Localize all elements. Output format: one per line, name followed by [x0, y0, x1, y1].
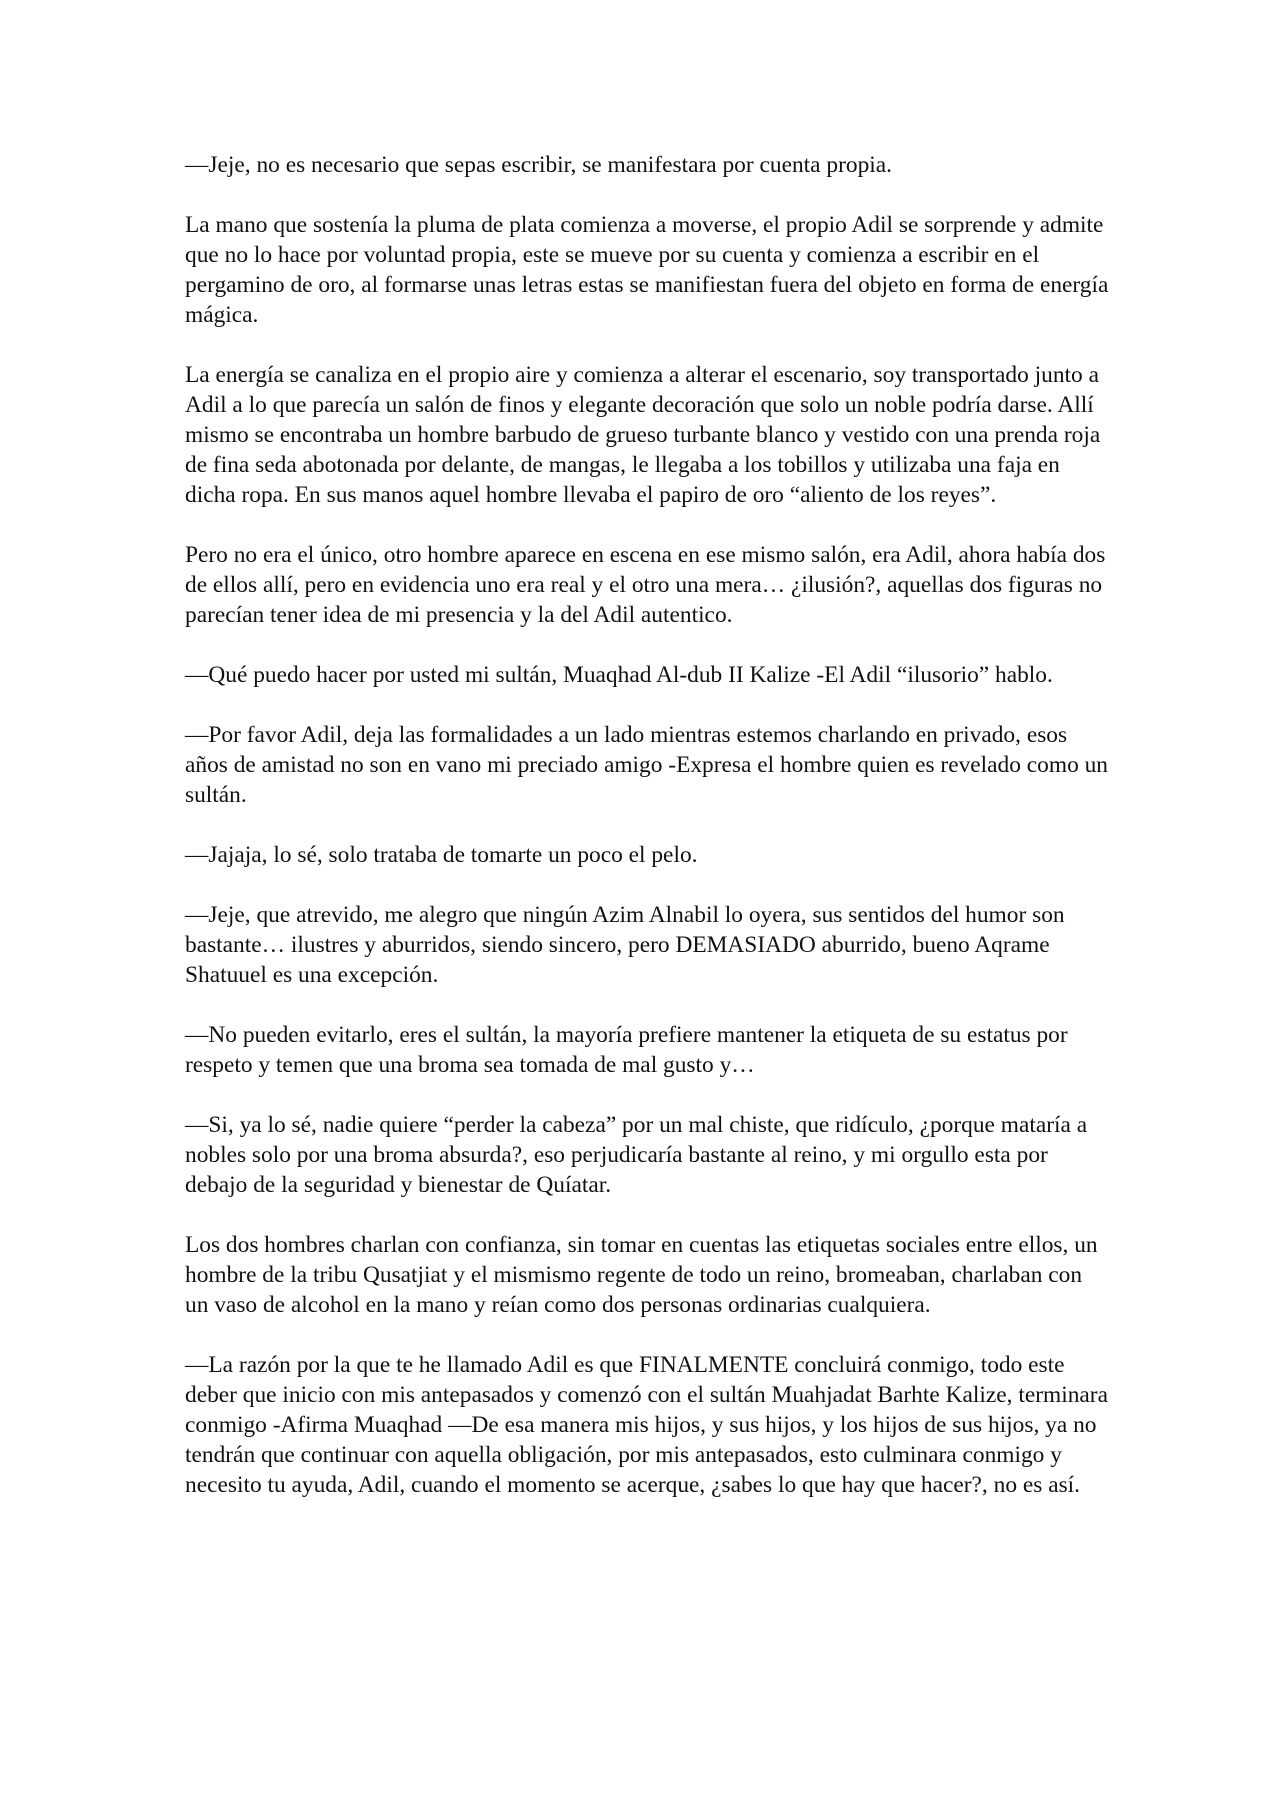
paragraph: Pero no era el único, otro hombre aparece en escena en ese mismo salón, era Adil, ahora había dos de ellos allí, pero en evidencia uno era real y el otro una mera… ¿ilusión?, aquellas dos figuras no parecían tener idea de mi presencia y la del Adil autentico. — [185, 542, 1106, 628]
paragraph: Los dos hombres charlan con confianza, sin tomar en cuentas las etiquetas sociales entre ellos, un hombre de la tribu Qusatjiat y el mismismo regente de todo un reino, bromeaban, charlaban con un vaso de alcohol en la mano y reían como dos personas ordinarias cualquiera. — [185, 1232, 1098, 1318]
paragraph: —Jeje, no es necesario que sepas escribir, se manifestara por cuenta propia. — [185, 152, 892, 178]
paragraph: La mano que sostenía la pluma de plata comienza a moverse, el propio Adil se sorprende y admite que no lo hace por voluntad propia, este se mueve por su cuenta y comienza a escribir en el pergamino de oro, al formarse unas letras estas se manifiestan fuera del objeto en forma de energía mágica. — [185, 212, 1109, 328]
paragraph: La energía se canaliza en el propio aire y comienza a alterar el escenario, soy transportado junto a Adil a lo que parecía un salón de finos y elegante decoración que solo un noble podría darse. Allí mismo se encontraba un hombre barbudo de grueso turbante blanco y vestido con una prenda roja de fina seda abotonada por delante, de mangas, le llegaba a los tobillos y utilizaba una faja en dicha ropa. En sus manos aquel hombre llevaba el papiro de oro “aliento de los reyes”. — [185, 362, 1101, 508]
paragraph: —Qué puedo hacer por usted mi sultán, Muaqhad Al-dub II Kalize -El Adil “ilusorio” hablo. — [185, 662, 1053, 688]
paragraph: —Jajaja, lo sé, solo trataba de tomarte un poco el pelo. — [185, 842, 698, 868]
document-body — [185, 150, 1110, 1530]
paragraph: —Jeje, que atrevido, me alegro que ningún Azim Alnabil lo oyera, sus sentidos del humor son bastante… ilustres y aburridos, siendo sincero, pero DEMASIADO aburrido, bueno Aqrame Shatuuel es una excepción. — [185, 902, 1065, 988]
paragraph: —No pueden evitarlo, eres el sultán, la mayoría prefiere mantener la etiqueta de su estatus por respeto y temen que una broma sea tomada de mal gusto y… — [185, 1022, 1068, 1078]
paragraph: —Si, ya lo sé, nadie quiere “perder la cabeza” por un mal chiste, que ridículo, ¿porque mataría a nobles solo por una broma absurda?, eso perjudicaría bastante al reino, y mi orgullo esta por debajo de la seguridad y bienestar de Quíatar. — [185, 1112, 1088, 1198]
paragraph: —La razón por la que te he llamado Adil es que FINALMENTE concluirá conmigo, todo este deber que inicio con mis antepasados y comenzó con el sultán Muahjadat Barhte Kalize, terminara conmigo -Afirma Muaqhad —De esa manera mis hijos, y sus hijos, y los hijos de sus hijos, ya no tendrán que continuar con aquella obligación, por mis antepasados, esto culminara conmigo y necesito tu ayuda, Adil, cuando el momento se acerque, ¿sabes lo que hay que hacer?, no es así. — [185, 1352, 1108, 1498]
paragraph: —Por favor Adil, deja las formalidades a un lado mientras estemos charlando en privado, esos años de amistad no son en vano mi preciado amigo -Expresa el hombre quien es revelado como un sultán. — [185, 722, 1109, 808]
